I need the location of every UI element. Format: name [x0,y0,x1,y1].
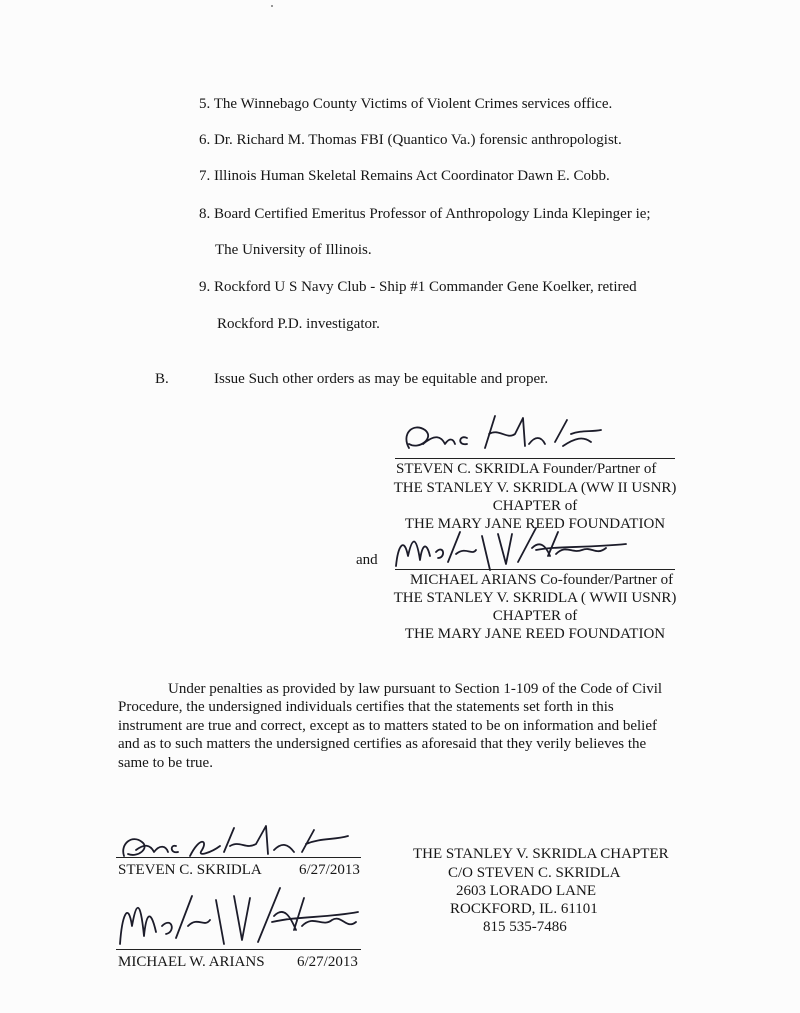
steven-skridla-signature-bottom [116,822,356,866]
certification-line-3: instrument are true and correct, except as to matters stated to be on information and belief [118,718,657,734]
list-item-9-continued: Rockford P.D. investigator. [217,316,380,332]
address-line-5: 815 535-7486 [483,919,567,935]
item-b-letter: B. [155,371,169,387]
signer-2-name: MICHAEL W. ARIANS [118,954,265,970]
address-line-4: ROCKFORD, IL. 61101 [450,901,598,917]
list-item-8-continued: The University of Illinois. [215,242,372,258]
address-line-2: C/O STEVEN C. SKRIDLA [448,865,621,881]
item-b-text: Issue Such other orders as may be equitable and proper. [214,371,549,387]
sig2-name-title: MICHAEL ARIANS Co-founder/Partner of [410,572,674,588]
list-item-6: 6. Dr. Richard M. Thomas FBI (Quantico Va.) forensic anthropologist. [199,132,622,148]
signer-2-date: 6/27/2013 [297,954,358,970]
sig2-chapter-of: CHAPTER of [492,608,578,624]
signature-line-1 [395,458,675,459]
signer-1-name: STEVEN C. SKRIDLA [118,862,262,878]
michael-arians-signature-bottom [112,886,362,948]
sig1-foundation: THE MARY JANE REED FOUNDATION [404,516,666,532]
signature-line-michael [116,949,361,950]
certification-line-4: and as to such matters the undersigned certifies as aforesaid that they verily believes the [118,736,647,752]
signature-line-steven [116,857,361,858]
sig1-chapter: THE STANLEY V. SKRIDLA (WW II USNR) [393,480,677,496]
list-item-9: 9. Rockford U S Navy Club - Ship #1 Commander Gene Koelker, retired [199,279,637,295]
certification-line-2: Procedure, the undersigned individuals certifies that the statements set forth in this [118,699,614,715]
sig1-chapter-of: CHAPTER of [492,498,578,514]
sig2-chapter: THE STANLEY V. SKRIDLA ( WWII USNR) [393,590,677,606]
steven-skridla-signature-top [395,414,615,460]
address-line-3: 2603 LORADO LANE [456,883,596,899]
certification-line-5: same to be true. [118,755,213,771]
address-line-1: THE STANLEY V. SKRIDLA CHAPTER [413,846,669,862]
scan-speck [271,5,273,7]
signer-1-date: 6/27/2013 [299,862,360,878]
sig2-foundation: THE MARY JANE REED FOUNDATION [404,626,666,642]
certification-line-1: Under penalties as provided by law pursuant to Section 1-109 of the Code of Civil [168,681,663,697]
list-item-7: 7. Illinois Human Skeletal Remains Act Coordinator Dawn E. Cobb. [199,168,610,184]
list-item-5: 5. The Winnebago County Victims of Violent Crimes services office. [199,96,613,112]
sig1-name-title: STEVEN C. SKRIDLA Founder/Partner of [396,461,657,477]
signature-line-2 [395,569,675,570]
list-item-8: 8. Board Certified Emeritus Professor of Anthropology Linda Klepinger ie; [199,206,651,222]
and-word: and [356,552,378,568]
